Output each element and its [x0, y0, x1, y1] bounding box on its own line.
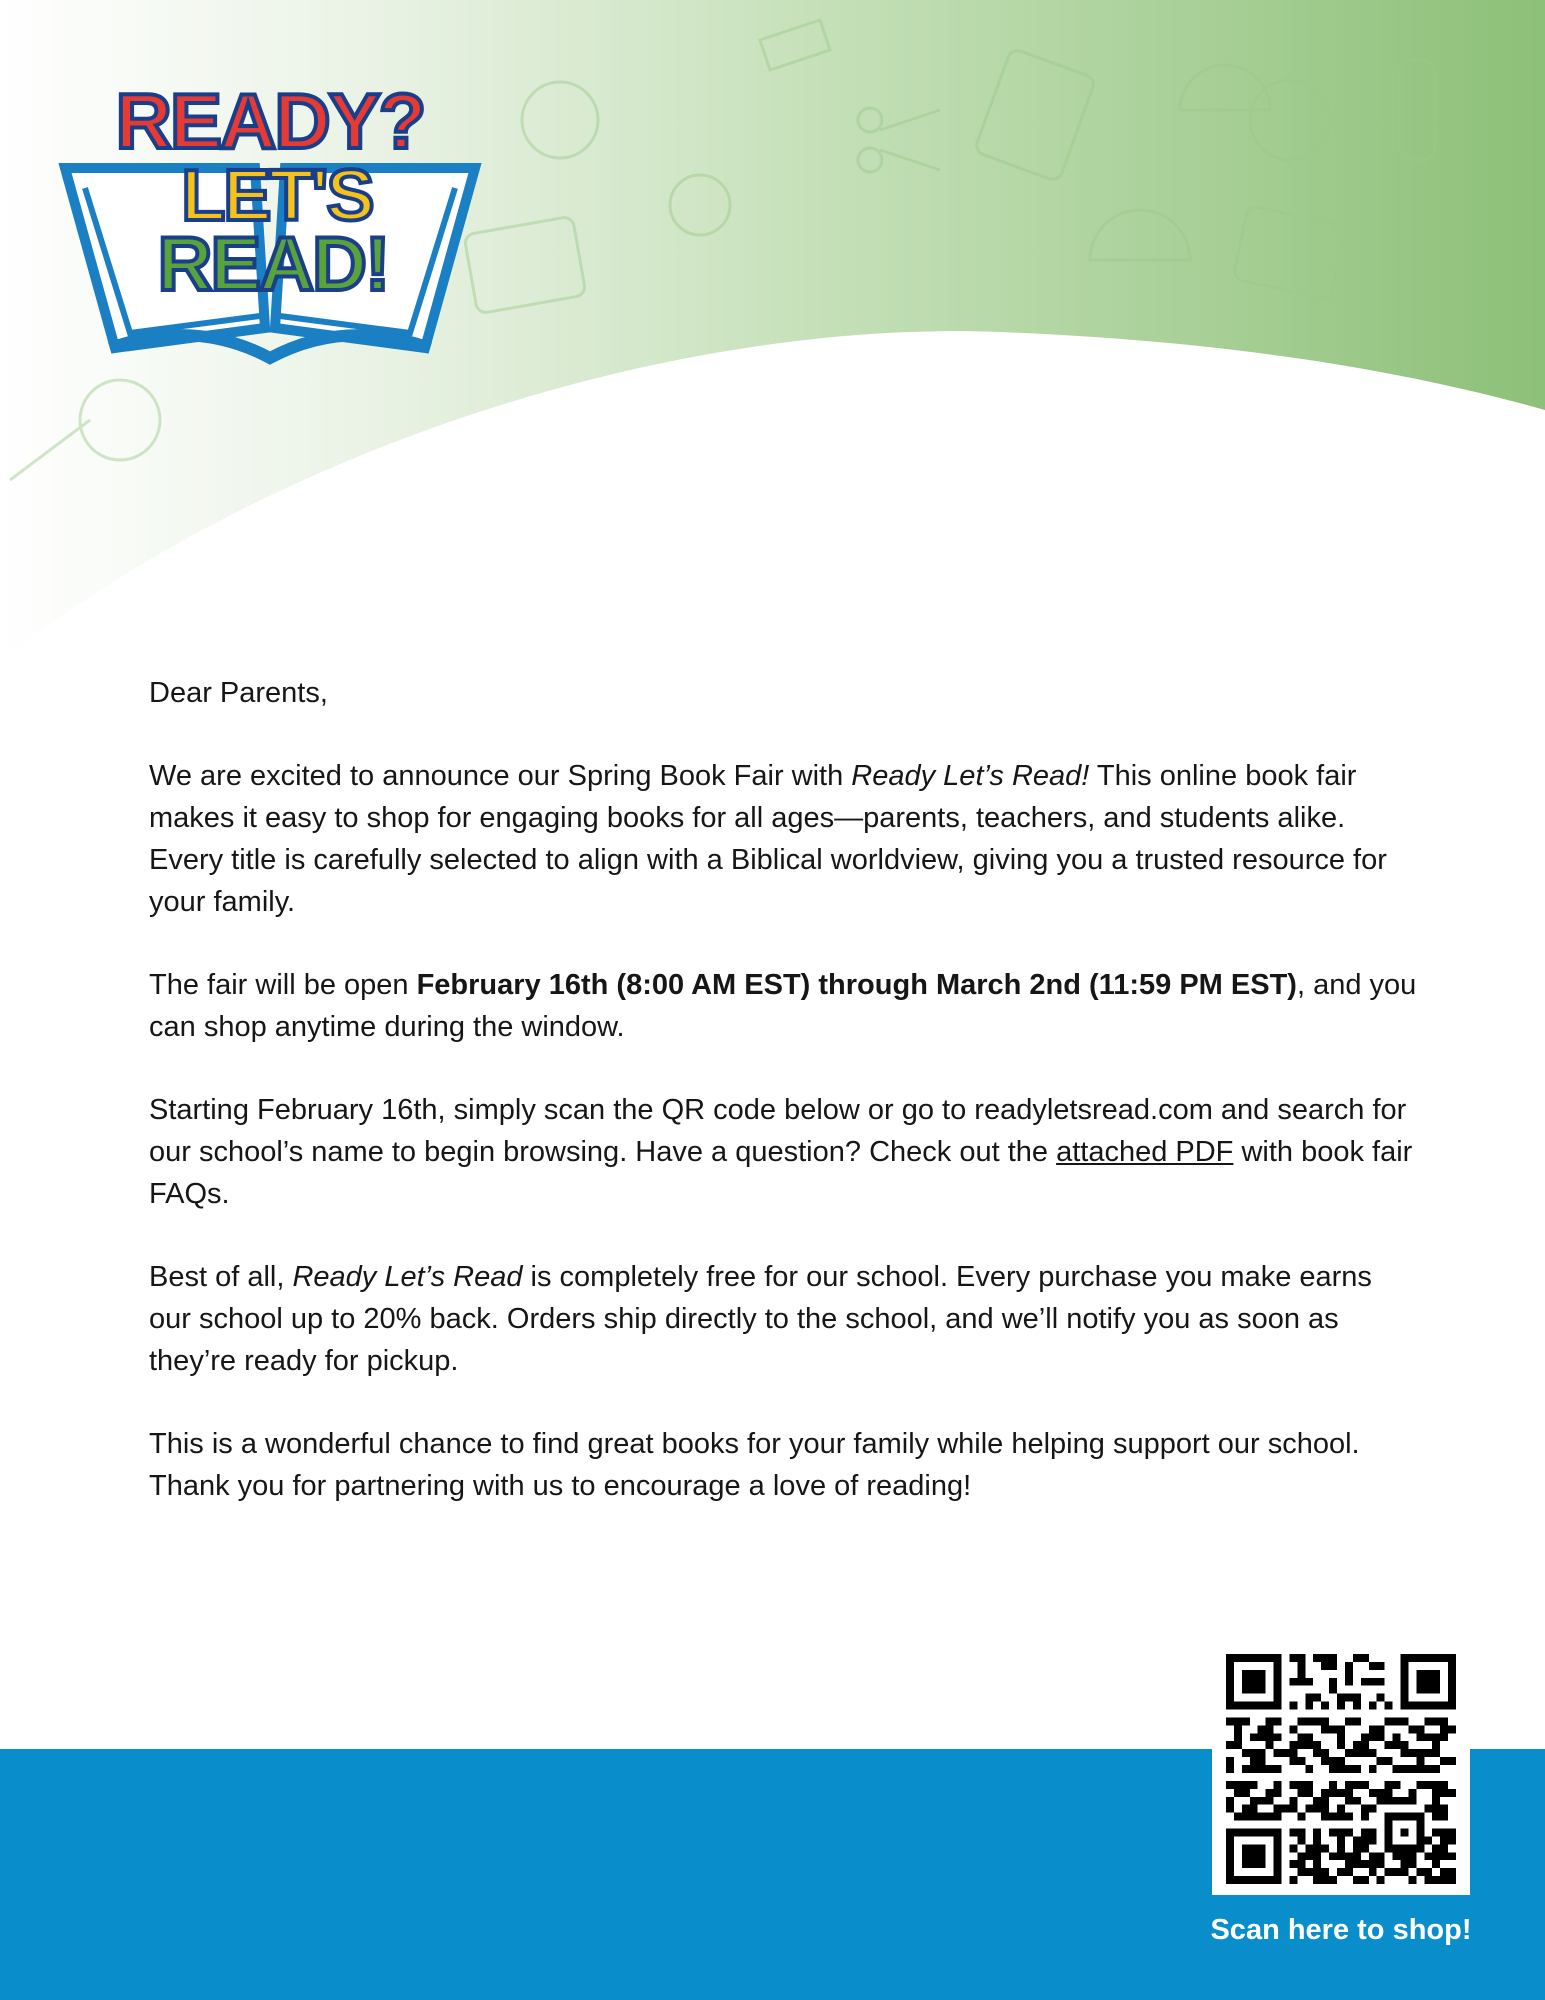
- greeting: Dear Parents,: [149, 677, 328, 709]
- fair-dates: February 16th (8:00 AM EST) through March 2nd (11:59 PM EST): [416, 969, 1297, 1001]
- letter-body: [149, 672, 1419, 1548]
- paragraph-dates: The fair will be open February 16th (8:00 AM EST) through March 2nd (11:59 PM EST), and you can shop anytime during the window.: [149, 969, 1417, 1043]
- paragraph-announcement: We are excited to announce our Spring Book Fair with Ready Let’s Read! This online book fair makes it easy to shop for engaging books for all ages—parents, teachers, and students alike. Every title is carefully selected to align with a Biblical worldview, giving you a trusted resource for your family.: [149, 760, 1387, 918]
- logo-word-ready: READY?: [115, 77, 425, 165]
- attached-pdf-link[interactable]: attached PDF: [1056, 1136, 1234, 1168]
- logo-word-read: READ!: [157, 222, 389, 307]
- paragraph-closing: This is a wonderful chance to find great books for your family while helping support our school. Thank you for partnering with us to encourage a love of reading!: [149, 1428, 1360, 1502]
- logo-word-lets: LET'S: [181, 156, 373, 236]
- qr-code-icon[interactable]: [1226, 1654, 1456, 1884]
- qr-code-frame[interactable]: [1212, 1640, 1470, 1895]
- paragraph-benefits: Best of all, Ready Let’s Read is completely free for our school. Every purchase you make earns our school up to 20% back. Orders ship directly to the school, and we’ll notify you as soon as they’re ready for pickup.: [149, 1261, 1372, 1377]
- brand-name: Ready Let’s Read: [292, 1261, 523, 1293]
- paragraph-how-to-shop: Starting February 16th, simply scan the QR code below or go to readyletsread.com and search for our school’s name to begin browsing. Have a question? Check out the attached PDF with book fair FAQs.: [149, 1094, 1413, 1210]
- scan-here-label: Scan here to shop!: [1210, 1914, 1472, 1946]
- ready-lets-read-logo: [55, 68, 485, 368]
- brand-name: Ready Let’s Read!: [851, 760, 1090, 792]
